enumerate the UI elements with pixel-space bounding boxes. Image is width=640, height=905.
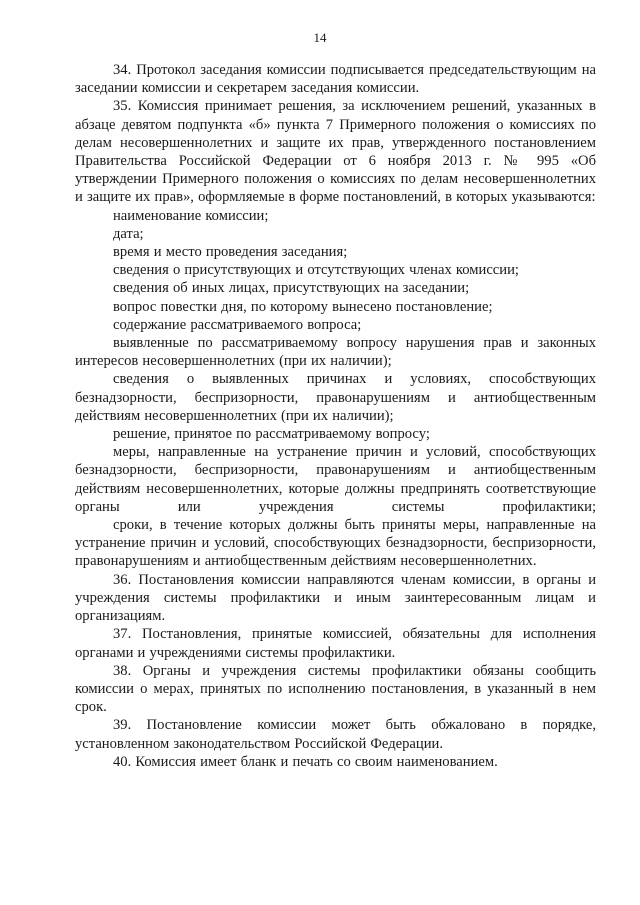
paragraph-39: 39. Постановление комиссии может быть обжаловано в порядке, установленном законодательством Российской Федерации. — [75, 717, 596, 752]
list-item-question-content: содержание рассматриваемого вопроса; — [113, 316, 362, 333]
list-item-time-place: время и место проведения заседания; — [113, 244, 348, 261]
list-item-agenda-question: вопрос повестки дня, по которому вынесено постановление; — [113, 298, 493, 315]
paragraph-38: 38. Органы и учреждения системы профилактики обязаны сообщить комиссии о мерах, принятых по исполнению постановления, в указанный в нем срок. — [75, 662, 596, 716]
list-item-causes: сведения о выявленных причинах и условиях, способствующих безнадзорности, беспризорности, правонарушениям и антиобщественным действиям несовершеннолетних (при их наличии); — [75, 371, 596, 424]
page-number: 14 — [313, 30, 327, 45]
paragraph-36: 36. Постановления комиссии направляются членам комиссии, в органы и учреждения системы профилактики и иным заинтересованным лицам и организациям. — [75, 571, 596, 625]
list-item-violations: выявленные по рассматриваемому вопросу нарушения прав и законных интересов несовершеннолетних (при их наличии); — [75, 335, 596, 370]
list-item-commission-name: наименование комиссии; — [113, 207, 269, 224]
paragraph-35: 35. Комиссия принимает решения, за исключением решений, указанных в абзаце девятом подпункта «б» пункта 7 Примерного положения о комиссиях по делам несовершеннолетних и защите их прав, утвержденного постановлением Правительства Российской Федерации от 6 ноября 2013 г. № 995 «Об утверждении Примерного положения о комиссиях по делам несовершеннолетних и защите их прав», оформляемые в форме постановлений, в которых указываются: — [75, 98, 596, 206]
list-item-decision: решение, принятое по рассматриваемому вопросу; — [113, 426, 430, 443]
list-item-deadlines: сроки, в течение которых должны быть приняты меры, направленные на устранение причин и условий, способствующих безнадзорности, беспризорности, правонарушениям и антиобщественным действиям несовершеннолетних. — [75, 517, 596, 570]
paragraph-40: 40. Комиссия имеет бланк и печать со своим наименованием. — [113, 753, 498, 770]
list-item-other-persons: сведения об иных лицах, присутствующих на заседании; — [113, 280, 470, 297]
list-item-measures: меры, направленные на устранение причин и условий, способствующих безнадзорности, беспризорности, правонарушениям и антиобщественным действиям несовершеннолетних, которые должны предпринять соответствующие органы или учреждения системы профилактики; — [75, 444, 596, 515]
list-item-date: дата; — [113, 225, 144, 242]
list-item-members-info: сведения о присутствующих и отсутствующих членах комиссии; — [113, 262, 519, 279]
paragraph-34: 34. Протокол заседания комиссии подписывается председательствующим на заседании комиссии и секретарем заседания комиссии. — [75, 62, 596, 97]
paragraph-37: 37. Постановления, принятые комиссией, обязательны для исполнения органами и учреждениями системы профилактики. — [75, 626, 596, 661]
document-body — [75, 61, 596, 771]
